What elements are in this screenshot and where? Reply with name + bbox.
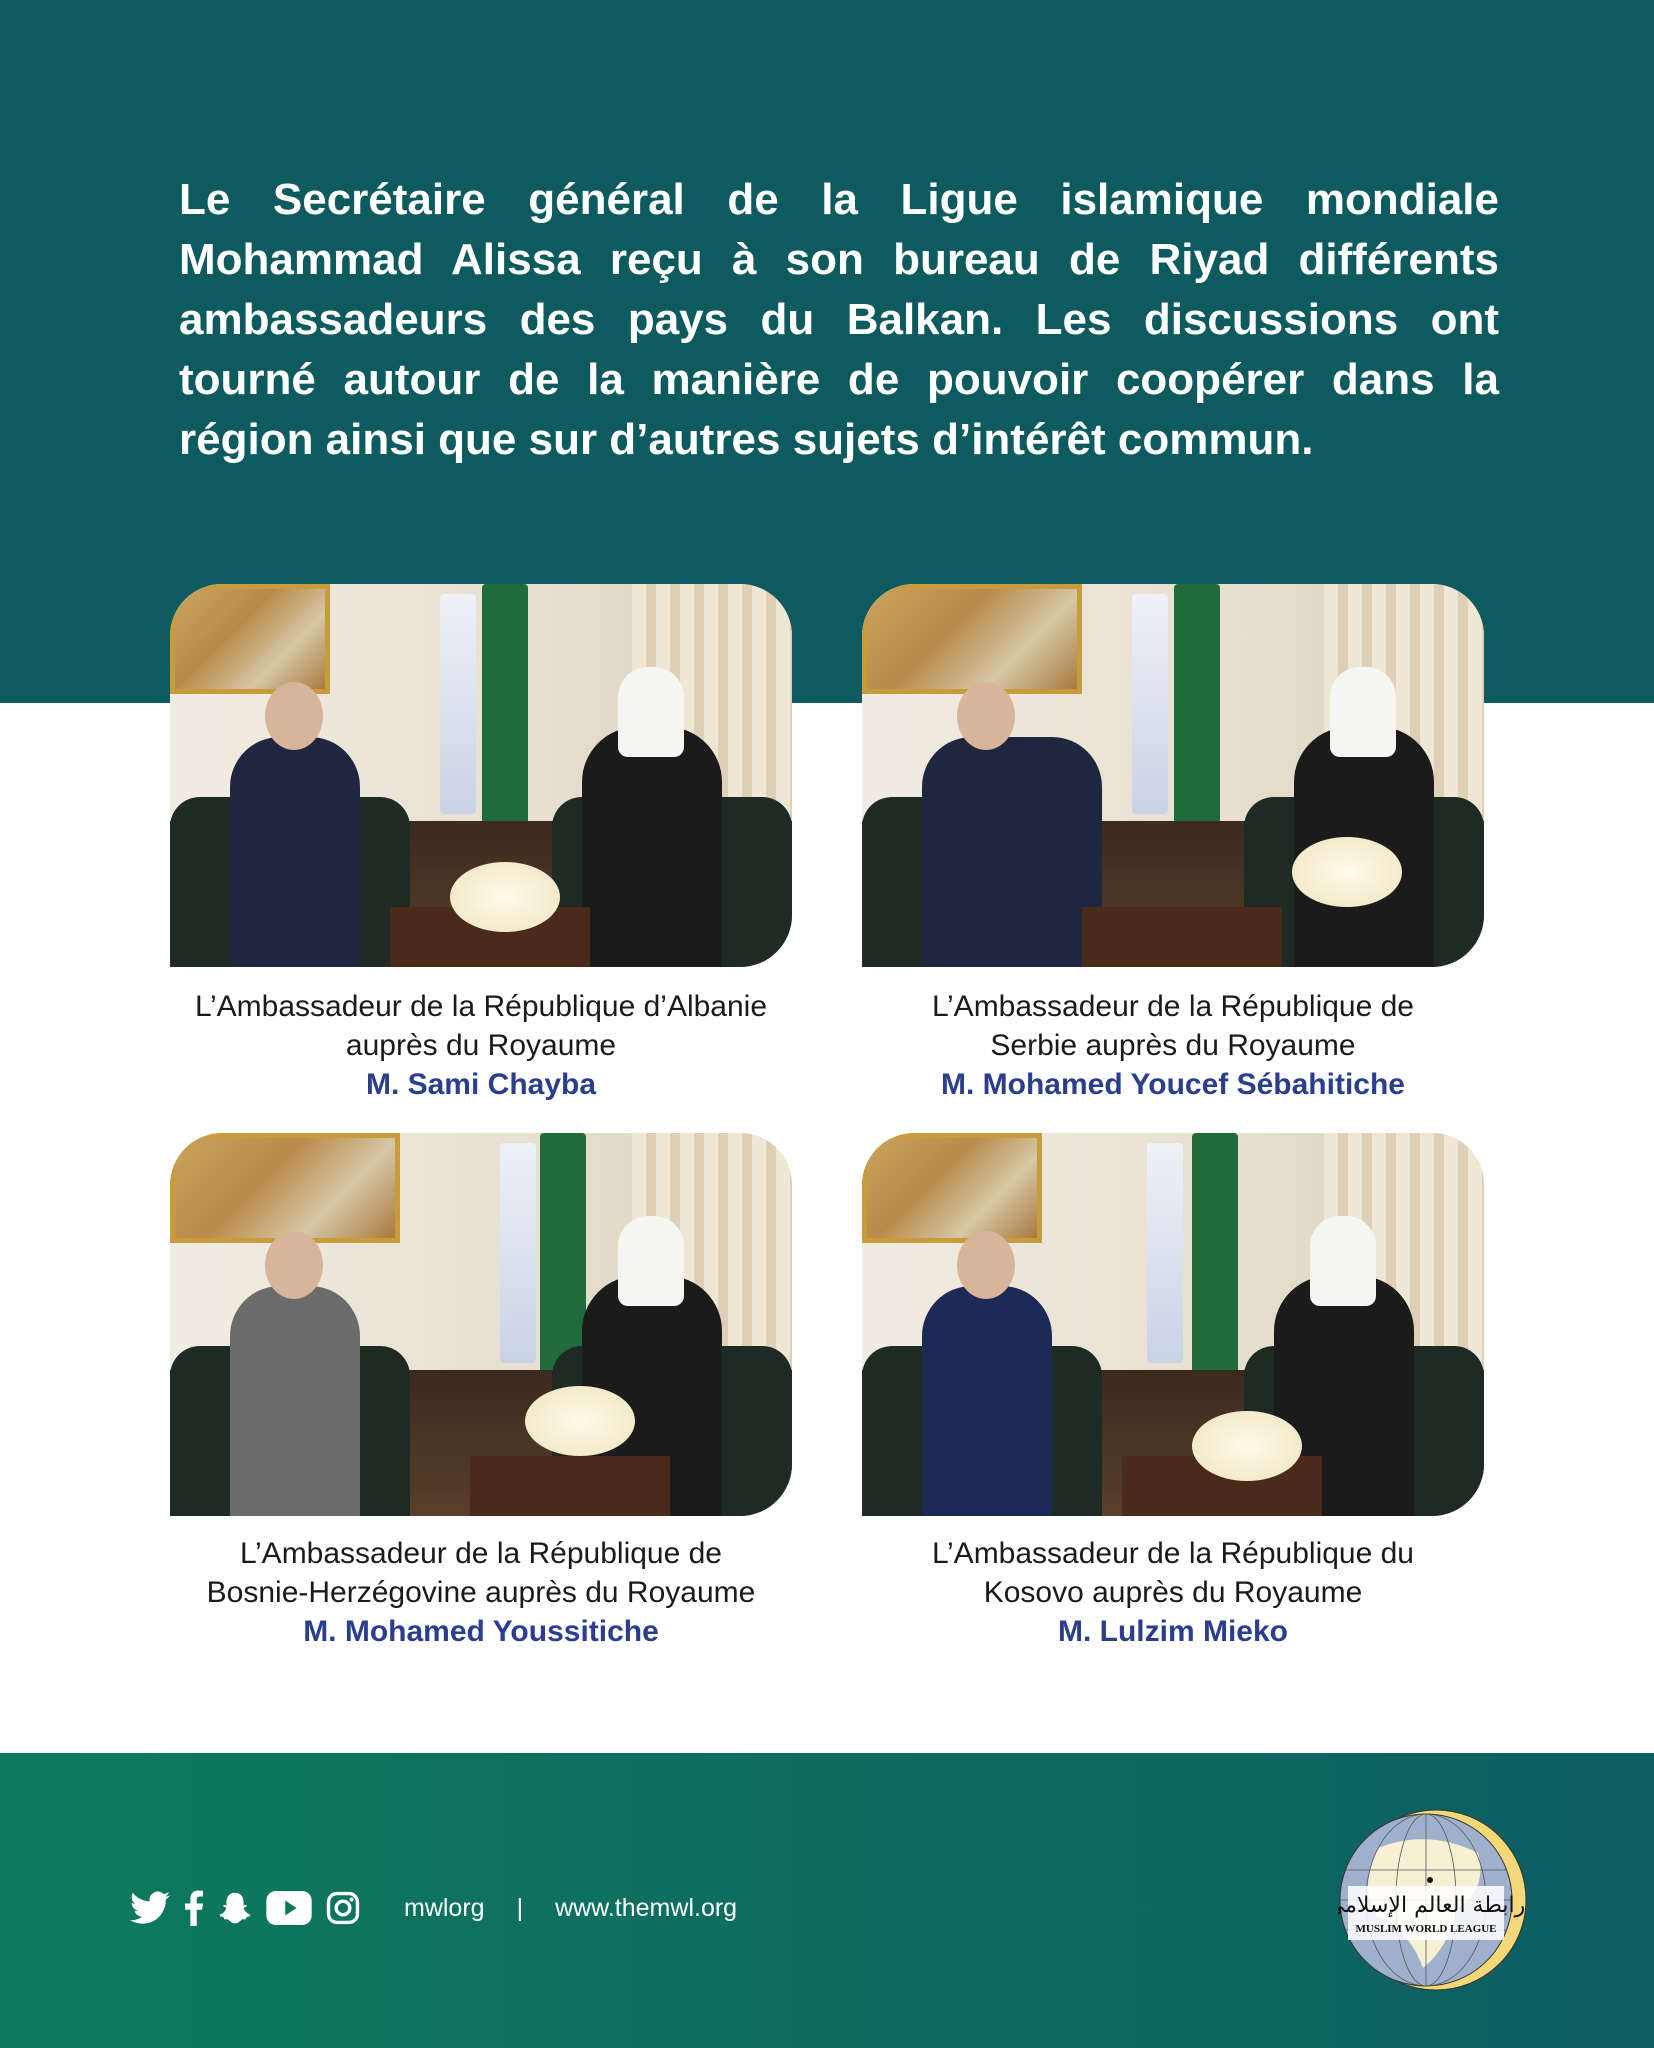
logo-english-text: MUSLIM WORLD LEAGUE	[1355, 1923, 1497, 1935]
instagram-icon[interactable]	[326, 1891, 360, 1925]
social-links	[130, 1890, 737, 1926]
intro-line: ambassadeurs des pays du Balkan. Les discussions ont	[179, 295, 1499, 344]
caption-albania	[131, 987, 831, 1104]
intro-line: région ainsi que sur d’autres sujets d’intérêt commun.	[179, 415, 1314, 464]
intro-line: tourné autour de la manière de pouvoir coopérer dans la	[179, 355, 1499, 404]
twitter-icon[interactable]	[130, 1891, 170, 1925]
intro-line: Mohammad Alissa reçu à son bureau de Riyad différents	[179, 235, 1499, 284]
caption-line: L’Ambassadeur de la République d’Albanie	[194, 990, 768, 1023]
caption-line: L’Ambassadeur de la République de	[239, 1537, 722, 1570]
caption-line: L’Ambassadeur de la République du	[931, 1537, 1414, 1570]
meeting-photo-serbia	[862, 584, 1484, 967]
meeting-photo-bosnia	[170, 1133, 792, 1516]
ambassador-name: M. Mohamed Youssitiche	[303, 1615, 659, 1648]
caption-line: auprès du Royaume	[345, 1029, 617, 1062]
social-handle[interactable]: mwlorg	[404, 1893, 485, 1922]
ambassador-name: M. Lulzim Mieko	[1057, 1615, 1288, 1648]
snapchat-icon[interactable]	[218, 1891, 252, 1925]
intro-paragraph	[179, 170, 1499, 470]
caption-line: Bosnie-Herzégovine auprès du Royaume	[206, 1576, 756, 1609]
caption-serbia	[823, 987, 1523, 1104]
meeting-photo-albania	[170, 584, 792, 967]
ambassador-name: M. Mohamed Youcef Sébahitiche	[941, 1068, 1405, 1101]
caption-line: Serbie auprès du Royaume	[990, 1029, 1356, 1062]
muslim-world-league-logo	[1338, 1808, 1528, 1992]
caption-bosnia	[131, 1534, 831, 1651]
website-link[interactable]: www.themwl.org	[555, 1893, 738, 1922]
logo-arabic-text: رابطة العالم الإسلامي	[1338, 1893, 1526, 1918]
youtube-icon[interactable]	[266, 1891, 312, 1925]
caption-kosovo	[823, 1534, 1523, 1651]
separator: |	[516, 1893, 524, 1922]
caption-line: Kosovo auprès du Royaume	[983, 1576, 1363, 1609]
facebook-icon[interactable]	[184, 1890, 204, 1926]
caption-line: L’Ambassadeur de la République de	[931, 990, 1414, 1023]
meeting-photo-kosovo	[862, 1133, 1484, 1516]
ambassador-name: M. Sami Chayba	[365, 1068, 597, 1101]
intro-line: Le Secrétaire général de la Ligue islamique mondiale	[179, 175, 1499, 224]
